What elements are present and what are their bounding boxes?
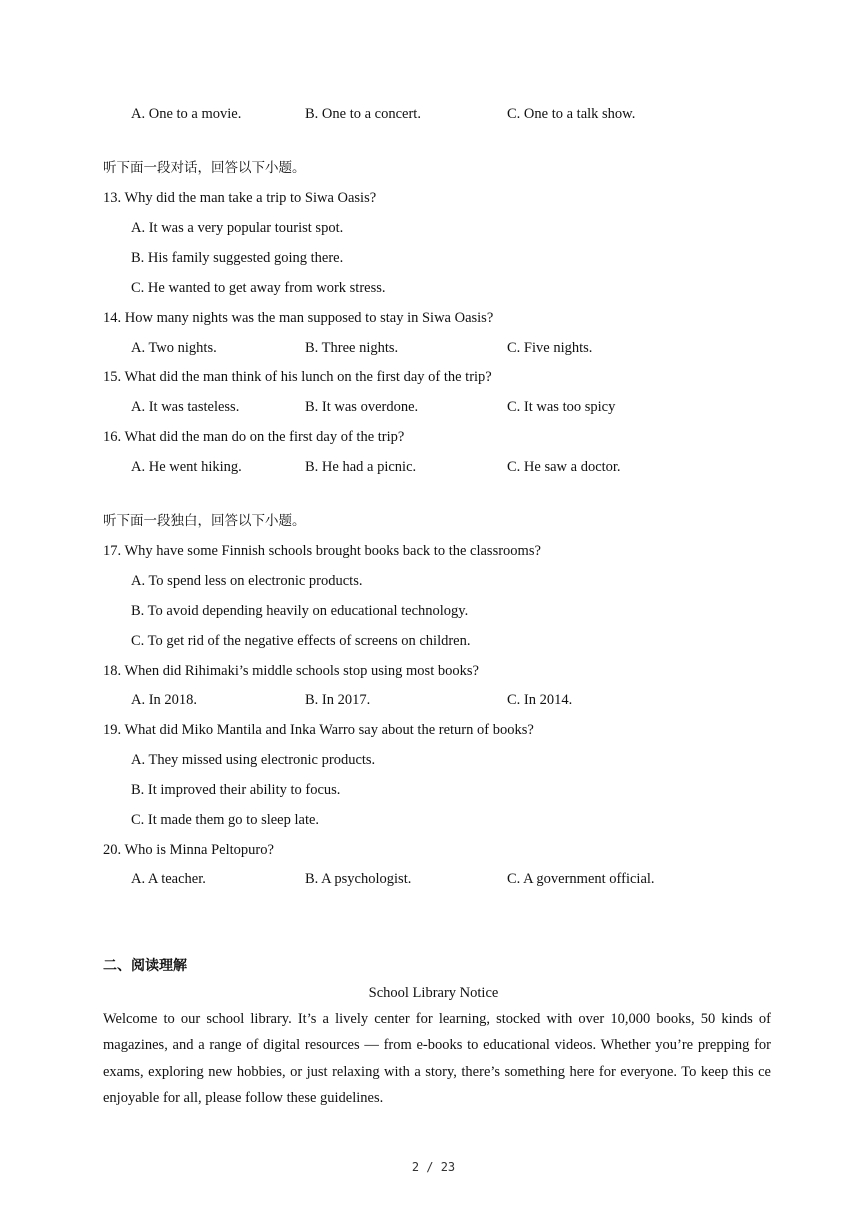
q19-option-c: C. It made them go to sleep late. — [131, 812, 320, 828]
q17-option-b: B. To avoid depending heavily on educational technology. — [131, 603, 469, 619]
q20-option-b: B. A psychologist. — [305, 871, 412, 887]
q18-option-a: A. In 2018. — [131, 692, 198, 708]
dialogue-instruction: 听下面一段对话，回答以下小题。 — [103, 160, 306, 176]
q19-option-a: A. They missed using electronic products. — [131, 752, 376, 768]
q18-option-c: C. In 2014. — [507, 692, 573, 708]
q12-option-b: B. One to a concert. — [305, 106, 421, 122]
q16-option-a: A. He went hiking. — [131, 459, 242, 475]
q20-option-c: C. A government official. — [507, 871, 655, 887]
passage-title: School Library Notice — [368, 985, 499, 1001]
q14-stem: 14. How many nights was the man supposed to stay in Siwa Oasis? — [103, 310, 494, 326]
monologue-instruction: 听下面一段独白，回答以下小题。 — [103, 513, 306, 529]
q13-option-b: B. His family suggested going there. — [131, 250, 344, 266]
q19-stem: 19. What did Miko Mantila and Inka Warro say about the return of books? — [103, 722, 534, 738]
q13-option-c: C. He wanted to get away from work stress. — [131, 280, 386, 296]
section-heading: 二、阅读理解 — [103, 958, 187, 974]
q16-option-b: B. He had a picnic. — [305, 459, 417, 475]
q14-option-b: B. Three nights. — [305, 340, 399, 356]
q17-option-c: C. To get rid of the negative effects of screens on children. — [131, 633, 471, 649]
q20-stem: 20. Who is Minna Peltopuro? — [103, 842, 274, 858]
q20-option-a: A. A teacher. — [131, 871, 206, 887]
q15-option-c: C. It was too spicy — [507, 399, 616, 415]
q13-stem: 13. Why did the man take a trip to Siwa Oasis? — [103, 190, 377, 206]
q14-option-a: A. Two nights. — [131, 340, 217, 356]
q15-option-b: B. It was overdone. — [305, 399, 419, 415]
q15-option-a: A. It was tasteless. — [131, 399, 240, 415]
q17-option-a: A. To spend less on electronic products. — [131, 573, 363, 589]
q13-option-a: A. It was a very popular tourist spot. — [131, 220, 344, 236]
q15-stem: 15. What did the man think of his lunch on the first day of the trip? — [103, 369, 492, 385]
q19-option-b: B. It improved their ability to focus. — [131, 782, 341, 798]
q12-option-c: C. One to a talk show. — [507, 106, 636, 122]
q18-stem: 18. When did Rihimaki’s middle schools stop using most books? — [103, 663, 479, 679]
q14-option-c: C. Five nights. — [507, 340, 593, 356]
q16-stem: 16. What did the man do on the first day of the trip? — [103, 429, 405, 445]
passage-paragraph: Welcome to our school library. It’s a lively center for learning, stocked with over 10,000 books, 50 kinds of magazines, and a range of digital resources — from e-books to educational videos. Whether you’re prepping for exams, exploring new hobbies, or just relaxing with a story, there’s something here for everyone. To keep this ce enjoyable for all, please follow these guidelines. — [103, 1011, 771, 1106]
q17-stem: 17. Why have some Finnish schools brought books back to the classrooms? — [103, 543, 541, 559]
q12-option-a: A. One to a movie. — [131, 106, 242, 122]
q18-option-b: B. In 2017. — [305, 692, 371, 708]
page-number: 2 / 23 — [411, 1160, 456, 1174]
q16-option-c: C. He saw a doctor. — [507, 459, 621, 475]
